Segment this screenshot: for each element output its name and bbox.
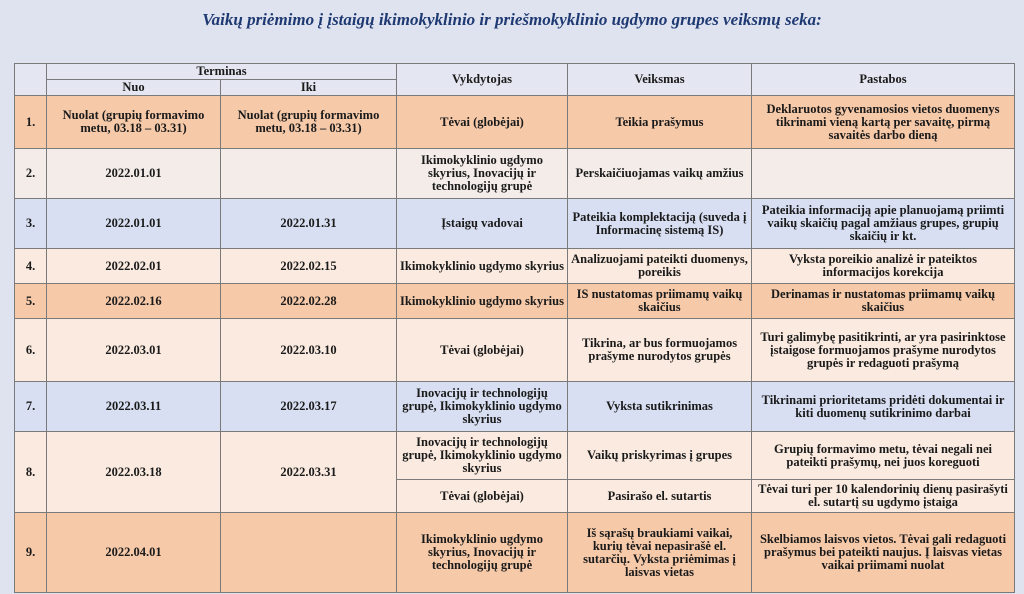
cell-vykdytojas: Ikimokyklinio ugdymo skyrius xyxy=(397,249,568,284)
table-row xyxy=(15,432,1015,480)
cell-vykdytojas: Įstaigų vadovai xyxy=(397,199,568,249)
row-number: 8. xyxy=(15,432,47,513)
cell-pastabos: Deklaruotos gyvenamosios vietos duomenys tikrinami vieną kartą per savaitę, pirmą savaitės darbo dieną xyxy=(752,96,1015,149)
table-row xyxy=(15,284,1015,319)
cell-nuo: 2022.03.18 xyxy=(47,432,221,513)
cell-pastabos: Tikrinami prioritetams pridėti dokumentai ir kiti duomenų sutikrinimo darbai xyxy=(752,382,1015,432)
cell-iki: 2022.03.10 xyxy=(221,319,397,382)
cell-veiksmas: Pasirašo el. sutartis xyxy=(568,480,752,513)
header-iki: Iki xyxy=(221,80,397,96)
cell-nuo: 2022.02.01 xyxy=(47,249,221,284)
cell-iki: 2022.02.15 xyxy=(221,249,397,284)
cell-nuo: 2022.01.01 xyxy=(47,149,221,199)
cell-iki: 2022.01.31 xyxy=(221,199,397,249)
cell-veiksmas: Iš sąrašų braukiami vaikai, kurių tėvai nepasirašė el. sutarčių. Vyksta priėmimas į laisvas vietas xyxy=(568,513,752,593)
cell-iki xyxy=(221,149,397,199)
cell-pastabos: Vyksta poreikio analizė ir pateiktos informacijos korekcija xyxy=(752,249,1015,284)
page-title: Vaikų priėmimo į įstaigų ikimokyklinio ir priešmokyklinio ugdymo grupes veiksmų seka: xyxy=(202,10,822,29)
cell-pastabos: Tėvai turi per 10 kalendorinių dienų pasirašyti el. sutartį su ugdymo įstaiga xyxy=(752,480,1015,513)
cell-nuo: 2022.03.01 xyxy=(47,319,221,382)
cell-pastabos xyxy=(752,149,1015,199)
cell-vykdytojas: Tėvai (globėjai) xyxy=(397,319,568,382)
cell-pastabos: Grupių formavimo metu, tėvai negali nei pateikti prašymų, nei juos koreguoti xyxy=(752,432,1015,480)
cell-vykdytojas: Ikimokyklinio ugdymo skyrius, Inovacijų ir technologijų grupė xyxy=(397,149,568,199)
row-number: 7. xyxy=(15,382,47,432)
cell-vykdytojas: Ikimokyklinio ugdymo skyrius xyxy=(397,284,568,319)
cell-nuo: Nuolat (grupių formavimo metu, 03.18 – 03.31) xyxy=(47,96,221,149)
table-row xyxy=(15,199,1015,249)
cell-veiksmas: Teikia prašymus xyxy=(568,96,752,149)
row-number: 2. xyxy=(15,149,47,199)
cell-pastabos: Turi galimybę pasitikrinti, ar yra pasirinktose įstaigose formuojamos prašyme nurodytos grupės ir redaguoti prašymą xyxy=(752,319,1015,382)
table-row xyxy=(15,319,1015,382)
table-row xyxy=(15,249,1015,284)
cell-veiksmas: Tikrina, ar bus formuojamos prašyme nurodytos grupės xyxy=(568,319,752,382)
cell-veiksmas: Vyksta sutikrinimas xyxy=(568,382,752,432)
row-number: 1. xyxy=(15,96,47,149)
header-number xyxy=(15,64,47,96)
cell-pastabos: Skelbiamos laisvos vietos. Tėvai gali redaguoti prašymus bei pateikti naujus. Į laisvas vietas vaikai priimami nuolat xyxy=(752,513,1015,593)
cell-iki: 2022.03.31 xyxy=(221,432,397,513)
cell-vykdytojas: Inovacijų ir technologijų grupė, Ikimokyklinio ugdymo skyrius xyxy=(397,432,568,480)
header-pastabos: Pastabos xyxy=(752,64,1015,96)
row-number: 6. xyxy=(15,319,47,382)
header-nuo: Nuo xyxy=(47,80,221,96)
cell-nuo: 2022.01.01 xyxy=(47,199,221,249)
header-terminas: Terminas xyxy=(47,64,397,80)
cell-nuo: 2022.02.16 xyxy=(47,284,221,319)
header-vykdytojas: Vykdytojas xyxy=(397,64,568,96)
cell-pastabos: Derinamas ir nustatomas priimamų vaikų skaičius xyxy=(752,284,1015,319)
cell-vykdytojas: Ikimokyklinio ugdymo skyrius, Inovacijų ir technologijų grupė xyxy=(397,513,568,593)
cell-iki: 2022.02.28 xyxy=(221,284,397,319)
table-row xyxy=(15,96,1015,149)
table-row xyxy=(15,149,1015,199)
table-row xyxy=(15,382,1015,432)
cell-vykdytojas: Tėvai (globėjai) xyxy=(397,96,568,149)
row-number: 3. xyxy=(15,199,47,249)
cell-veiksmas: Vaikų priskyrimas į grupes xyxy=(568,432,752,480)
cell-veiksmas: Perskaičiuojamas vaikų amžius xyxy=(568,149,752,199)
schedule-table xyxy=(14,63,1015,593)
cell-veiksmas: Analizuojami pateikti duomenys, poreikis xyxy=(568,249,752,284)
table-row xyxy=(15,513,1015,593)
cell-iki: 2022.03.17 xyxy=(221,382,397,432)
cell-nuo: 2022.03.11 xyxy=(47,382,221,432)
row-number: 5. xyxy=(15,284,47,319)
header-veiksmas: Veiksmas xyxy=(568,64,752,96)
cell-vykdytojas: Inovacijų ir technologijų grupė, Ikimokyklinio ugdymo skyrius xyxy=(397,382,568,432)
cell-veiksmas: Pateikia komplektaciją (suveda į Informacinę sistemą IS) xyxy=(568,199,752,249)
cell-nuo: 2022.04.01 xyxy=(47,513,221,593)
cell-iki: Nuolat (grupių formavimo metu, 03.18 – 03.31) xyxy=(221,96,397,149)
header-row xyxy=(15,64,1015,80)
cell-vykdytojas: Tėvai (globėjai) xyxy=(397,480,568,513)
row-number: 4. xyxy=(15,249,47,284)
cell-veiksmas: IS nustatomas priimamų vaikų skaičius xyxy=(568,284,752,319)
row-number: 9. xyxy=(15,513,47,593)
cell-iki xyxy=(221,513,397,593)
cell-pastabos: Pateikia informaciją apie planuojamą priimti vaikų skaičių pagal amžiaus grupes, grupių skaičių ir kt. xyxy=(752,199,1015,249)
